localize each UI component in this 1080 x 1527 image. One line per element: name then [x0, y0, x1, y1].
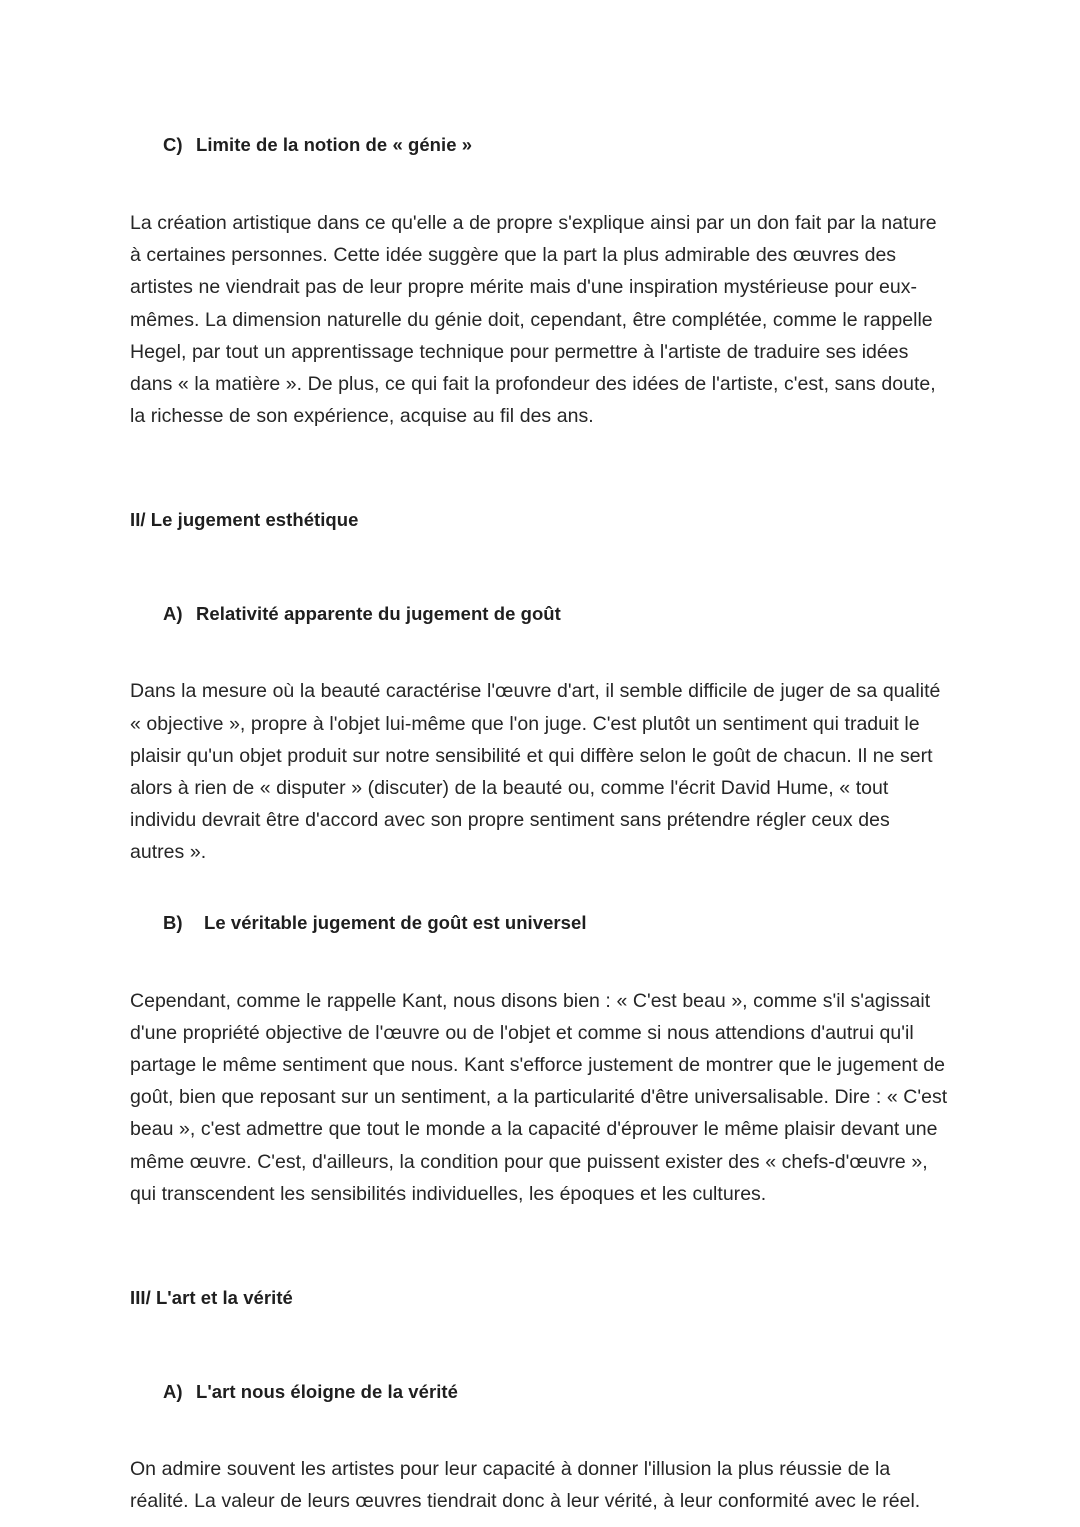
heading-marker-c: C) — [163, 134, 183, 155]
heading-section-1-c — [163, 129, 948, 161]
paragraph-2-a: Dans la mesure où la beauté caractérise l'œuvre d'art, il semble difficile de juger de sa qualité « objective », propre à l'objet lui-même que l'on juge. C'est plutôt un sentiment qui traduit le plaisir qu'un objet produit sur notre sensibilité et qui diffère selon le goût de chacun. Il ne sert alors à rien de « disputer » (discuter) de la beauté ou, comme l'écrit David Hume, « tout individu devrait être d'accord avec son propre sentiment sans prétendre régler ceux des autres ». — [130, 680, 941, 864]
spacer — [130, 939, 948, 985]
document-content — [130, 0, 948, 1517]
spacer — [130, 1210, 948, 1282]
heading-marker-2a: A) — [163, 603, 183, 625]
spacer — [130, 1314, 948, 1376]
heading-title-2a: Relativité apparente du jugement de goût — [196, 603, 561, 625]
spacer — [130, 1408, 948, 1453]
spacer — [130, 869, 948, 907]
heading-marker-2b: B) — [163, 911, 183, 933]
top-spacer — [130, 0, 948, 129]
heading-section-2-a — [163, 598, 948, 630]
heading-section-3: III/ L'art et la vérité — [130, 1287, 293, 1309]
spacer — [130, 536, 948, 598]
paragraph-3-a: On admire souvent les artistes pour leur capacité à donner l'illusion la plus réussie de la réalité. La valeur de leurs œuvres tiendrait donc à leur vérité, à leur conformité avec le réel. — [130, 1458, 921, 1513]
spacer — [130, 161, 948, 207]
heading-marker-3a: A) — [163, 1381, 183, 1403]
heading-title-2b: Le véritable jugement de goût est universel — [204, 911, 587, 933]
spacer — [130, 432, 948, 504]
heading-section-3-a — [163, 1376, 948, 1408]
heading-title-3a: L'art nous éloigne de la vérité — [196, 1381, 458, 1403]
heading-title-c: Limite de la notion de « génie » — [196, 134, 473, 155]
paragraph-1-c: La création artistique dans ce qu'elle a de propre s'explique ainsi par un don fait par la nature à certaines personnes. Cette idée suggère que la part la plus admirable des œuvres des artistes ne viendrait pas de leur propre mérite mais d'une inspiration mystérieuse pour eux-mêmes. La dimension naturelle du génie doit, cependant, être complétée, comme le rappelle Hegel, par tout un apprentissage technique pour permettre à l'artiste de traduire ses idées dans « la matière ». De plus, ce qui fait la profondeur des idées de l'artiste, c'est, sans doute, la richesse de son expérience, acquise au fil des ans. — [130, 212, 937, 428]
heading-section-2-b — [163, 907, 948, 939]
heading-section-2: II/ Le jugement esthétique — [130, 509, 359, 531]
paragraph-2-b: Cependant, comme le rappelle Kant, nous disons bien : « C'est beau », comme s'il s'agissait d'une propriété objective de l'œuvre ou de l'objet et comme si nous attendions d'autrui qu'il partage le même sentiment que nous. Kant s'efforce justement de montrer que le jugement de goût, bien que reposant sur un sentiment, a la particularité d'être universalisable. Dire : « C'est beau », c'est admettre que tout le monde a la capacité d'éprouver le même plaisir devant une même œuvre. C'est, d'ailleurs, la condition pour que puissent exister des « chefs-d'œuvre », qui transcendent les sensibilités individuelles, les époques et les cultures. — [130, 989, 948, 1205]
spacer — [130, 630, 948, 675]
